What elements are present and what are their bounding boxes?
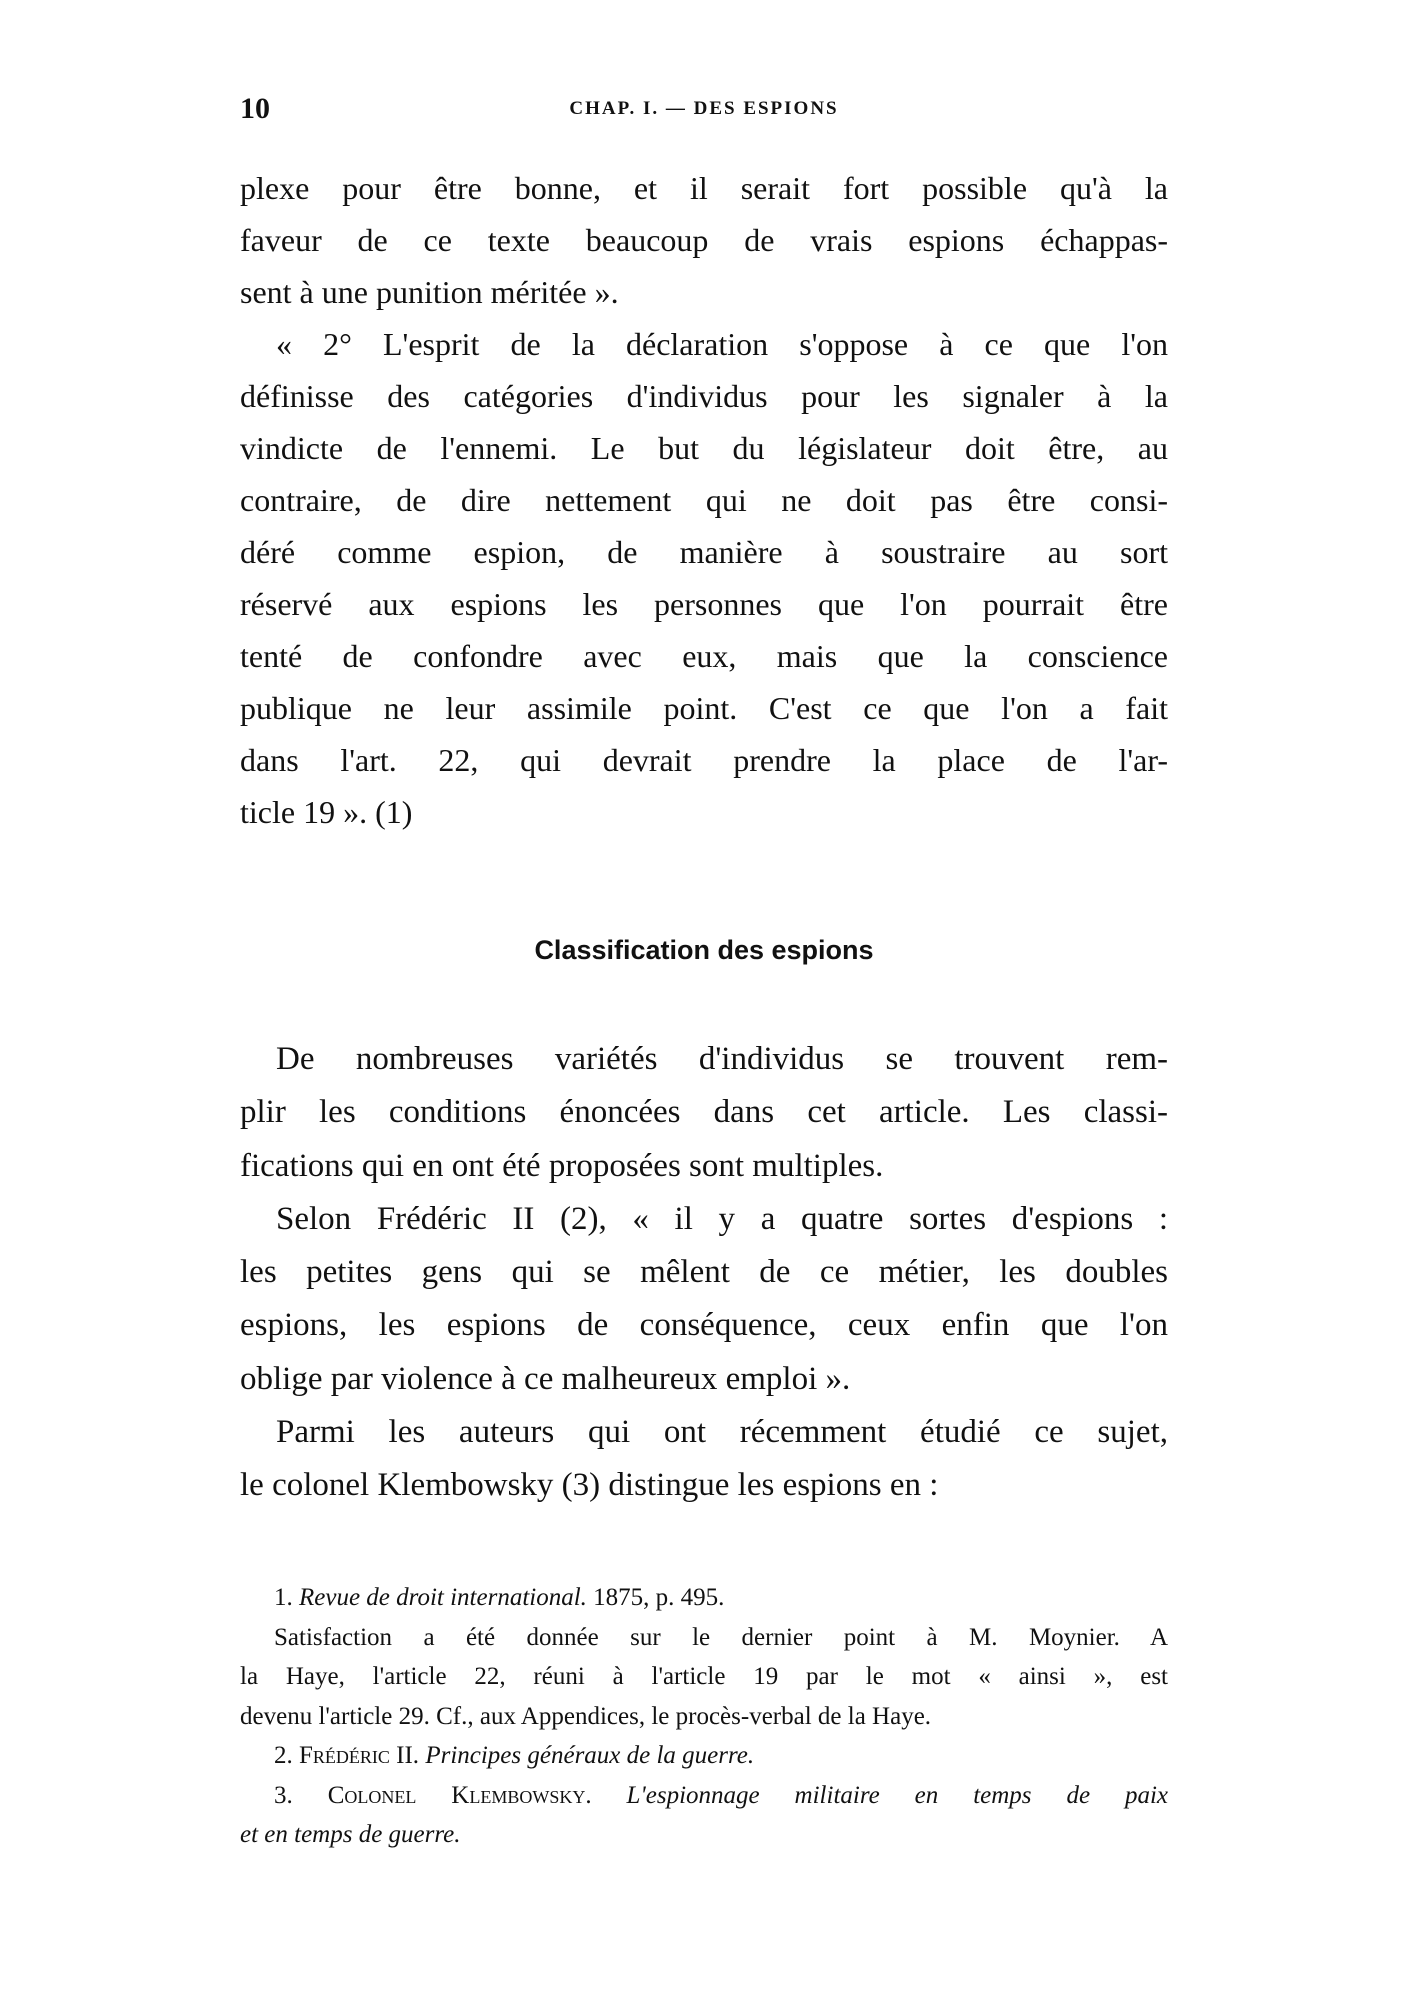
- footnote-line: devenu l'article 29. Cf., aux Appendices, le procès-verbal de la Haye.: [240, 1702, 932, 1730]
- text-line: vindicte de l'ennemi. Le but du législateur doit être, au: [240, 430, 1168, 466]
- text-line: les petites gens qui se mêlent de ce métier, les doubles: [240, 1254, 1168, 1291]
- footnote-2: [240, 1736, 1168, 1776]
- footnote-number: 1.: [274, 1584, 293, 1611]
- footnote-number: 3.: [274, 1781, 293, 1809]
- text-line: plexe pour être bonne, et il serait fort possible qu'à la: [240, 170, 1168, 206]
- text-line: le colonel Klembowsky (3) distingue les espions en :: [240, 1467, 939, 1504]
- text-line: tenté de confondre avec eux, mais que la conscience: [240, 638, 1168, 674]
- text-line: déré comme espion, de manière à soustraire au sort: [240, 534, 1168, 570]
- text-line: Selon Frédéric II (2), « il y a quatre sortes d'espions :: [276, 1200, 1168, 1237]
- footnote-line: [240, 1815, 1168, 1855]
- text-line: contraire, de dire nettement qui ne doit pas être consi-: [240, 482, 1168, 518]
- footnote-title: Principes généraux de la guerre.: [425, 1742, 755, 1769]
- footnote-text: 1875, p. 495.: [593, 1584, 725, 1611]
- text-line: publique ne leur assimile point. C'est ce que l'on a fait: [240, 690, 1168, 726]
- text-line: Parmi les auteurs qui ont récemment étudié ce sujet,: [276, 1414, 1168, 1451]
- text-line: oblige par violence à ce malheureux emploi ».: [240, 1360, 851, 1397]
- footnote-author: Colonel Klembowsky.: [327, 1781, 592, 1809]
- text-line: « 2° L'esprit de la déclaration s'oppose à ce que l'on: [276, 326, 1168, 362]
- text-line: faveur de ce texte beaucoup de vrais espions échappas-: [240, 222, 1168, 258]
- text-line: définisse des catégories d'individus pour les signaler à la: [240, 378, 1168, 414]
- page-header: [240, 92, 1168, 132]
- footnote-title-cont: et en temps de guerre.: [240, 1821, 461, 1848]
- page-number: 10: [240, 92, 270, 125]
- text-line: dans l'art. 22, qui devrait prendre la place de l'ar-: [240, 742, 1168, 778]
- footnote-line: la Haye, l'article 22, réuni à l'article 19 par le mot « ainsi », est: [240, 1663, 1168, 1690]
- footnote-title: L'espionnage militaire en temps de paix: [626, 1781, 1169, 1809]
- text-line: réservé aux espions les personnes que l'on pourrait être: [240, 586, 1168, 622]
- footnotes: [240, 1578, 1168, 1855]
- text-line: fications qui en ont été proposées sont multiples.: [240, 1147, 884, 1184]
- text-line: ticle 19 ». (1): [240, 794, 413, 830]
- text-line: plir les conditions énoncées dans cet article. Les classi-: [240, 1094, 1168, 1131]
- text-line: sent à une punition méritée ».: [240, 274, 619, 310]
- footnote-line: Satisfaction a été donnée sur le dernier point à M. Moynier. A: [274, 1623, 1168, 1651]
- section-heading: Classification des espions: [534, 935, 874, 965]
- footnote-author: Frédéric II.: [299, 1742, 420, 1769]
- running-title: CHAP. I. — DES ESPIONS: [569, 98, 839, 119]
- footnote-1: [240, 1578, 1168, 1618]
- footnote-3: [240, 1776, 1168, 1816]
- body-text-top: [240, 162, 1168, 838]
- body-text-classification: [240, 1033, 1168, 1513]
- text-line: De nombreuses variétés d'individus se trouvent rem-: [276, 1041, 1168, 1077]
- footnote-title: Revue de droit international.: [299, 1584, 587, 1611]
- footnote-number: 2.: [274, 1742, 293, 1769]
- text-line: espions, les espions de conséquence, ceux enfin que l'on: [240, 1307, 1168, 1344]
